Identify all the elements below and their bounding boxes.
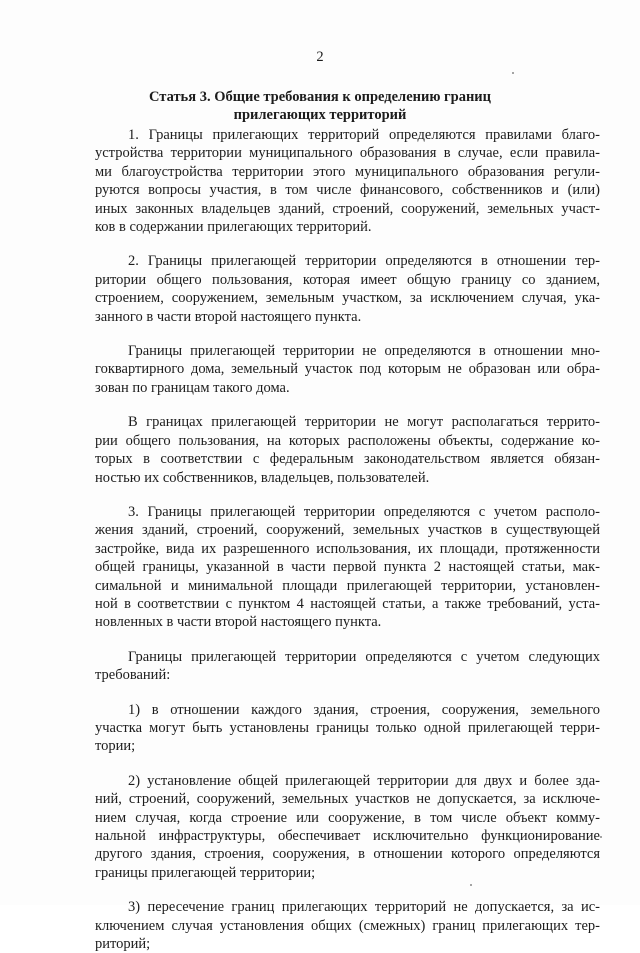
paragraph-line: нальной инфраструктуры, обеспечивает исключительно функционирование (95, 828, 600, 844)
paragraph-line: 1) в отношении каждого здания, строения, сооружения, земельного (128, 701, 600, 718)
paragraph-line: Границы прилегающей территории определяются с учетом следующих (128, 648, 600, 665)
article-title-line-2: прилегающих территорий (233, 107, 407, 123)
paragraph-line: ключением случая установления общих (смежных) границ прилегающих тер- (95, 917, 600, 934)
paragraph-line: 3) пересечение границ прилегающих территорий не допускается, за ис- (128, 899, 600, 916)
paragraph-line: ной в соответствии с пунктом 4 настоящей статьи, а также требований, уста- (95, 595, 600, 612)
scan-speck (512, 72, 514, 74)
paragraph-line: участка могут быть установлены границы только одной прилегающей терри- (95, 719, 600, 736)
paragraph-line: Границы прилегающей территории не определяются в отношении мно- (128, 343, 600, 360)
paragraph-line: рии общего пользования, на которых расположены объекты, содержание ко- (95, 432, 600, 449)
paragraph-line: другого здания, строения, сооружения, в отношении которого определяются (95, 846, 600, 863)
scan-speck (470, 884, 472, 886)
paragraph-line: ностью их собственников, владельцев, пользователей. (95, 469, 430, 486)
paragraph-line: иных законных владельцев зданий, строений, сооружений, земельных участ- (95, 200, 600, 217)
paragraph-line: новленных в части второй настоящего пункта. (95, 614, 382, 631)
paragraph-line: границы прилегающей территории; (95, 864, 316, 881)
paragraph-p5 (95, 503, 600, 632)
paragraph-line: нием случая, когда строение или сооружение, в том числе объект комму- (95, 809, 600, 826)
paragraph-line: строением, сооружением, земельным участком, за исключением случая, ука- (95, 290, 600, 307)
paragraph-line: устройства территории муниципального образования в случае, если правила- (95, 145, 600, 162)
paragraph-line: тории; (95, 738, 136, 755)
paragraph-line: занного в части второй настоящего пункта. (95, 308, 362, 325)
article-title (0, 88, 640, 124)
paragraph-line: В границах прилегающей территории не могут располагаться террито- (128, 414, 600, 431)
paragraph-p7 (95, 701, 600, 756)
paragraph-line: 3. Границы прилегающей территории определяются с учетом располо- (128, 503, 600, 520)
paragraph-p4 (95, 413, 600, 487)
paragraph-line: ми благоустройства территории этого муниципального образования регули- (95, 163, 600, 180)
paragraph-line: ритории общего пользования, которая имеет общую границу со зданием, (95, 271, 600, 288)
paragraph-p1 (95, 126, 600, 236)
paragraph-line: симальной и минимальной площади прилегающей территории, установлен- (95, 577, 600, 594)
paragraph-p2 (95, 252, 600, 326)
paragraph-line: 2. Границы прилегающей территории определяются в отношении тер- (128, 253, 600, 270)
paragraph-line: риторий; (95, 936, 151, 953)
paragraph-p8 (95, 772, 600, 882)
scan-speck (600, 836, 602, 838)
page-number: 2 (316, 49, 324, 65)
paragraph-line: жения зданий, строений, сооружений, земельных участков в существующей (95, 522, 600, 539)
paragraph-line: зован по границам такого дома. (95, 379, 290, 396)
article-title-line-1: Статья 3. Общие требования к определению границ (148, 89, 492, 105)
paragraph-line: общей границы, указанной в части первой пункта 2 настоящей статьи, мак- (95, 559, 600, 576)
paragraph-line: требований: (95, 667, 171, 684)
paragraph-line: застройке, вида их разрешенного использования, их площади, протяженности (95, 540, 600, 557)
paragraph-line: ков в содержании прилегающих территорий. (95, 219, 372, 236)
paragraph-line: ний, строений, сооружений, земельных участков не допускается, за исключе- (95, 791, 600, 808)
paragraph-line: гоквартирного дома, земельный участок под которым не образован или обра- (95, 361, 600, 378)
paragraph-p9 (95, 898, 600, 953)
paragraph-line: руются вопросы участия, в том числе финансового, собственников и (или) (95, 182, 600, 199)
paragraph-line: 1. Границы прилегающих территорий определяются правилами благо- (128, 127, 600, 143)
paragraph-line: торых в соответствии с федеральным законодательством является обязан- (95, 451, 600, 468)
paragraph-p6 (95, 648, 600, 685)
article-body (95, 126, 600, 953)
paragraph-line: 2) установление общей прилегающей территории для двух и более зда- (128, 772, 600, 789)
paragraph-p3 (95, 342, 600, 397)
